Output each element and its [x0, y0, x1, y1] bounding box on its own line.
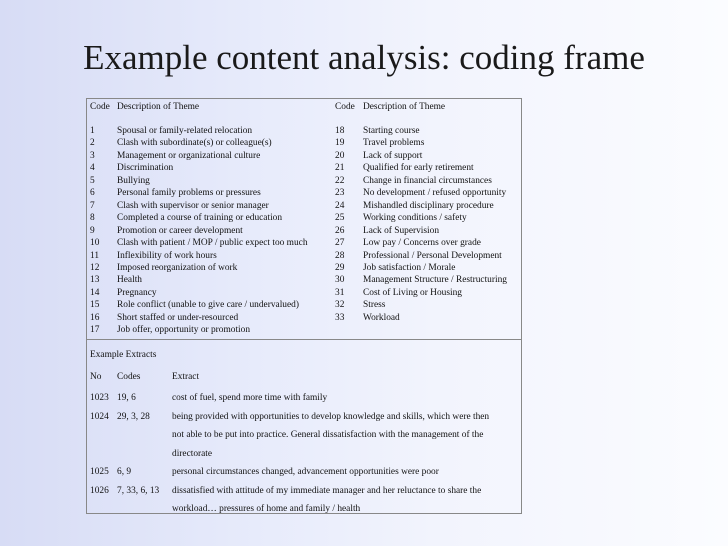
- theme-code: 5: [90, 175, 95, 186]
- theme-row: [87, 250, 521, 262]
- theme-row: [87, 162, 521, 174]
- slide-title: Example content analysis: coding frame: [83, 38, 645, 77]
- theme-row: [87, 324, 521, 336]
- theme-code: 15: [90, 300, 100, 311]
- theme-code: 33: [335, 312, 345, 323]
- theme-code: 19: [335, 138, 345, 149]
- extract-codes: 6, 9: [117, 467, 132, 477]
- extracts-col-extract: Extract: [172, 372, 200, 382]
- theme-row: [87, 287, 521, 299]
- extracts-col-no: No: [90, 372, 102, 382]
- theme-code: 25: [335, 213, 345, 224]
- extracts-heading: Example Extracts: [90, 350, 157, 360]
- theme-code: 16: [90, 312, 100, 323]
- theme-code: 4: [90, 163, 95, 174]
- theme-code: 31: [335, 287, 345, 298]
- extract-text-line: being provided with opportunities to develop knowledge and skills, which were then: [172, 411, 490, 422]
- theme-description: Health: [117, 275, 142, 286]
- theme-description: Personal family problems or pressures: [117, 188, 261, 199]
- theme-code: 30: [335, 275, 345, 286]
- extracts-col-codes: Codes: [117, 372, 141, 382]
- extract-codes: 7, 33, 6, 13: [117, 485, 160, 496]
- extract-number: 1023: [90, 393, 109, 403]
- header-code-left: Code: [90, 102, 110, 112]
- theme-description: Starting course: [363, 126, 420, 136]
- theme-code: 14: [90, 287, 100, 298]
- theme-code: 26: [335, 225, 345, 236]
- theme-code: 21: [335, 163, 345, 174]
- theme-code: 8: [90, 213, 95, 224]
- theme-code: 22: [335, 175, 345, 186]
- theme-code: 3: [90, 150, 95, 161]
- theme-description: Mishandled disciplinary procedure: [363, 200, 494, 211]
- extract-codes: 19, 6: [117, 393, 136, 403]
- extract-number: 1025: [90, 467, 109, 477]
- theme-code: 27: [335, 238, 345, 249]
- theme-row: [87, 312, 521, 324]
- theme-row: [87, 187, 521, 199]
- header-description-left: Description of Theme: [117, 102, 200, 112]
- header-code-right: Code: [335, 102, 355, 112]
- theme-description: Low pay / Concerns over grade: [363, 238, 481, 249]
- theme-row: [87, 299, 521, 311]
- theme-code: 32: [335, 300, 345, 311]
- theme-description: Professional / Personal Development: [363, 250, 502, 261]
- theme-description: Clash with subordinate(s) or colleague(s): [117, 138, 272, 149]
- theme-code: 20: [335, 150, 345, 161]
- extract-number: 1026: [90, 485, 109, 496]
- theme-codes-section: [87, 99, 521, 339]
- theme-header-row: [87, 101, 521, 113]
- extract-text-line: dissatisfied with attitude of my immediate manager and her reluctance to share the: [172, 485, 482, 496]
- coding-frame-table: [86, 98, 522, 514]
- theme-row: [87, 175, 521, 187]
- theme-description: Spousal or family-related relocation: [117, 126, 253, 136]
- theme-code: 17: [90, 325, 100, 336]
- theme-code: 7: [90, 200, 95, 211]
- theme-code: 10: [90, 238, 100, 249]
- extract-number: 1024: [90, 411, 109, 422]
- theme-description: Lack of Supervision: [363, 225, 440, 236]
- theme-code: 18: [335, 126, 345, 136]
- extract-text-line: not able to be put into practice. General dissatisfaction with the management of the: [172, 430, 484, 440]
- theme-code: 29: [335, 262, 345, 273]
- theme-description: Role conflict (unable to give care / undervalued): [117, 300, 299, 311]
- theme-description: Bullying: [117, 175, 150, 186]
- theme-code: 9: [90, 225, 95, 236]
- theme-description: Cost of Living or Housing: [363, 287, 462, 298]
- theme-description: Clash with patient / MOP / public expect too much: [117, 238, 308, 249]
- theme-description: Management or organizational culture: [117, 150, 261, 161]
- theme-code: 28: [335, 250, 345, 261]
- theme-row: [87, 262, 521, 274]
- theme-row: [87, 150, 521, 162]
- theme-code: 6: [90, 188, 95, 199]
- header-description-right: Description of Theme: [363, 102, 446, 112]
- theme-row: [87, 237, 521, 249]
- theme-row: [87, 137, 521, 149]
- theme-code: 11: [90, 250, 100, 261]
- extracts-header-row: [87, 370, 521, 384]
- theme-description: Change in financial circumstances: [363, 175, 492, 186]
- theme-description: Job offer, opportunity or promotion: [117, 325, 251, 336]
- theme-description: Travel problems: [363, 138, 425, 149]
- example-extracts-section: [87, 340, 521, 514]
- extract-text-line: workload… pressures of home and family / health: [172, 504, 361, 514]
- extract-codes: 29, 3, 28: [117, 411, 150, 422]
- extract-text-line: directorate: [172, 448, 213, 459]
- theme-code: 24: [335, 200, 345, 211]
- theme-description: Workload: [363, 312, 400, 323]
- theme-code: 12: [90, 262, 100, 273]
- theme-description: Promotion or career development: [117, 225, 243, 236]
- theme-row: [87, 225, 521, 237]
- theme-row: [87, 212, 521, 224]
- theme-row: [87, 274, 521, 286]
- theme-description: Stress: [363, 300, 386, 311]
- extract-text-line: cost of fuel, spend more time with family: [172, 393, 328, 403]
- theme-description: Completed a course of training or education: [117, 213, 283, 224]
- theme-description: Pregnancy: [117, 287, 157, 298]
- theme-description: No development / refused opportunity: [363, 188, 507, 199]
- theme-row: [87, 200, 521, 212]
- theme-code: 1: [90, 126, 95, 136]
- theme-description: Inflexibility of work hours: [117, 250, 217, 261]
- theme-code: 23: [335, 188, 345, 199]
- theme-description: Lack of support: [363, 150, 423, 161]
- theme-description: Working conditions / safety: [363, 213, 467, 224]
- theme-code: 2: [90, 138, 95, 149]
- theme-row: [87, 125, 521, 137]
- theme-description: Short staffed or under-resourced: [117, 312, 239, 323]
- theme-description: Qualified for early retirement: [363, 163, 474, 174]
- extract-text-line: personal circumstances changed, advancement opportunities were poor: [172, 467, 439, 477]
- theme-description: Imposed reorganization of work: [117, 262, 238, 273]
- theme-description: Job satisfaction / Morale: [363, 262, 456, 273]
- theme-description: Management Structure / Restructuring: [363, 275, 507, 286]
- theme-description: Clash with supervisor or senior manager: [117, 200, 269, 211]
- theme-code: 13: [90, 275, 100, 286]
- theme-description: Discrimination: [117, 163, 174, 174]
